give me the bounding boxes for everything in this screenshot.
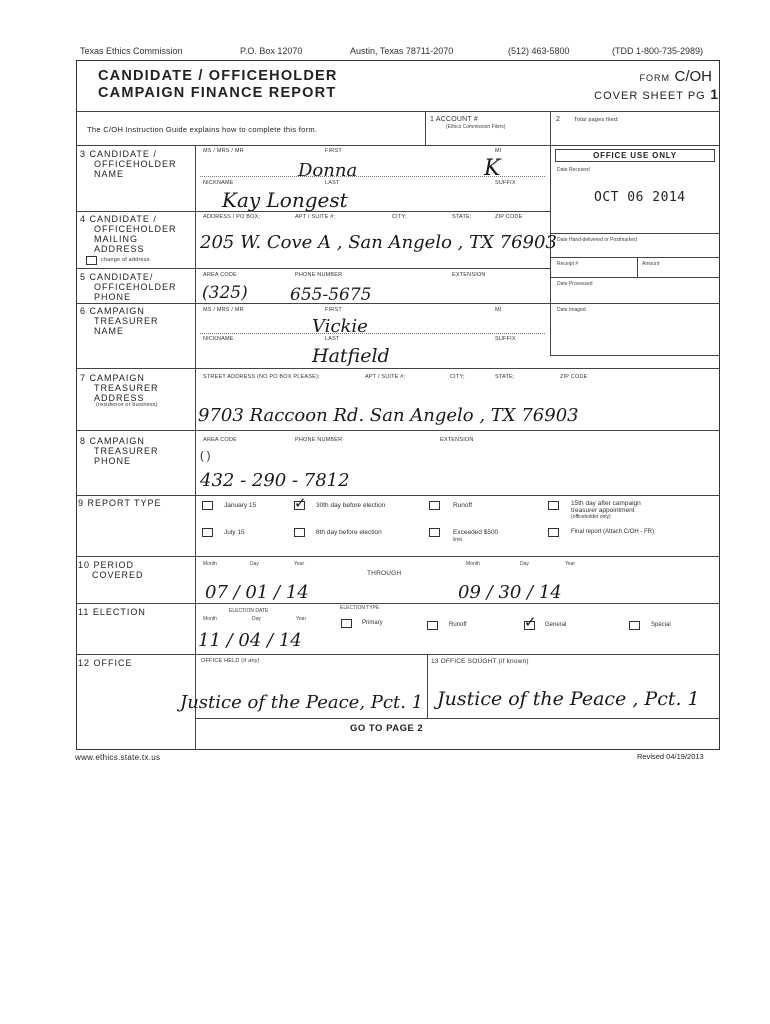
s7-residence: (residence or business): [96, 402, 158, 408]
s8-paren: ( ): [200, 450, 211, 462]
s10-to-day: Day: [520, 561, 529, 567]
s10-to-month: Month: [466, 561, 480, 567]
section8-label: 8 CAMPAIGN TREASURER PHONE: [80, 436, 159, 466]
s7-street: STREET ADDRESS (NO PO BOX PLEASE);: [203, 374, 320, 380]
s6-nickname: NICKNAME: [203, 336, 234, 342]
day30-check-mark-icon: ✓: [294, 494, 307, 512]
jan15-label: January 15: [224, 502, 257, 509]
s5-number: PHONE NUMBER: [295, 272, 343, 278]
agency-name: Texas Ethics Commission: [80, 46, 183, 56]
s11-month: Month: [203, 616, 217, 622]
s4-street: ADDRESS / PO BOX;: [203, 214, 261, 220]
form-code: C/OH: [674, 68, 712, 85]
s3-last-value: Kay Longest: [222, 188, 348, 212]
s11-year: Year: [296, 616, 307, 622]
s4-city: CITY;: [392, 214, 407, 220]
s3-suffix: SUFFIX: [495, 180, 516, 186]
section6-label: 6 CAMPAIGN TREASURER NAME: [80, 306, 159, 336]
jul15-checkbox[interactable]: [202, 528, 213, 537]
date-hand-label: Date Hand-delivered or Postmarked: [557, 237, 637, 243]
section12-label: 12 OFFICE: [78, 658, 133, 668]
runoff-report-checkbox[interactable]: [429, 501, 440, 510]
exceeded-checkbox[interactable]: [429, 528, 440, 537]
s10-from-year: Year: [294, 561, 305, 567]
day15-checkbox[interactable]: [548, 501, 559, 510]
section9-label: 9 REPORT TYPE: [78, 498, 162, 508]
s3-mi: MI: [495, 148, 502, 154]
s8-phone-value: 432 - 290 - 7812: [200, 470, 350, 491]
s6-first-value: Vickie: [312, 316, 368, 337]
election-runoff-label: Runoff: [449, 622, 467, 628]
account-sub: (Ethics Commission Filers): [446, 124, 506, 130]
s12-held-label: OFFICE HELD (if any): [201, 658, 260, 664]
total-pages-num: 2: [556, 116, 561, 123]
form-label: FORM: [639, 73, 671, 83]
primary-label: Primary: [362, 620, 383, 626]
s6-mi: MI: [495, 307, 502, 313]
po-box: P.O. Box 12070: [240, 46, 303, 56]
s3-salutation: MS / MRS / MR: [203, 148, 244, 154]
s11-day: Day: [252, 616, 261, 622]
section10-label: 10 PERIOD COVERED: [78, 560, 144, 580]
s7-zip: ZIP CODE: [560, 374, 588, 380]
s11-date-value: 11 / 04 / 14: [198, 630, 302, 651]
total-pages-label: Total pages filed:: [574, 117, 619, 123]
exceeded-sub: limit: [453, 537, 462, 543]
s4-zip: ZIP CODE: [495, 214, 523, 220]
s7-address-value: 9703 Raccoon Rd. San Angelo , TX 76903: [198, 405, 579, 426]
final-report-checkbox[interactable]: [548, 528, 559, 537]
date-imaged-label: Date Imaged: [557, 307, 586, 313]
s6-last: LAST: [325, 336, 340, 342]
section3-label: 3 CANDIDATE / OFFICEHOLDER NAME: [80, 149, 177, 179]
agency-tdd: (TDD 1-800-735-2989): [612, 46, 704, 56]
s3-mi-value: K: [484, 156, 501, 181]
special-checkbox[interactable]: [629, 621, 640, 630]
s8-ext: EXTENSION: [440, 437, 474, 443]
agency-phone: (512) 463-5800: [508, 46, 570, 56]
day15-label: 15th day after campaign treasurer appointment (officeholder only): [571, 500, 641, 520]
amount-label: Amount: [642, 261, 660, 267]
s3-first-value: Donna: [298, 160, 358, 181]
change-of-address-label: change of address: [101, 257, 150, 263]
account-label: 1 ACCOUNT #: [430, 116, 478, 123]
section5-label: 5 CANDIDATE/ OFFICEHOLDER PHONE: [80, 272, 177, 302]
special-label: Special: [651, 622, 671, 628]
s6-last-value: Hatfield: [312, 345, 390, 367]
s6-suffix: SUFFIX: [495, 336, 516, 342]
footer-revised: Revised 04/19/2013: [637, 752, 704, 761]
s10-through: THROUGH: [367, 570, 402, 577]
change-of-address-checkbox[interactable]: [86, 256, 97, 265]
form-title-line2: CAMPAIGN FINANCE REPORT: [98, 85, 337, 101]
form-title-line1: CANDIDATE / OFFICEHOLDER: [98, 68, 338, 84]
footer-website: www.ethics.state.tx.us: [75, 753, 161, 762]
section7-label: 7 CAMPAIGN TREASURER ADDRESS: [80, 373, 159, 403]
s13-sought-value: Justice of the Peace , Pct. 1: [437, 688, 700, 710]
s7-apt: APT / SUITE #;: [365, 374, 406, 380]
date-received-label: Date Received: [557, 167, 590, 173]
s10-from-day: Day: [250, 561, 259, 567]
general-label: General: [545, 622, 567, 628]
s5-area-value: (325): [202, 283, 248, 303]
s3-last: LAST: [325, 180, 340, 186]
s6-salutation: MS / MRS / MR: [203, 307, 244, 313]
s4-apt: APT / SUITE #;: [295, 214, 336, 220]
s3-first: FIRST: [325, 148, 342, 154]
section11-label: 11 ELECTION: [78, 607, 146, 617]
s10-to-value: 09 / 30 / 14: [458, 582, 562, 603]
form-code-block: [640, 68, 712, 86]
received-stamp: OCT 06 2014: [594, 190, 686, 205]
s4-address-value: 205 W. Cove A , San Angelo , TX 76903: [200, 232, 557, 253]
day8-label: 8th day before election: [316, 529, 382, 536]
runoff-report-label: Runoff: [453, 502, 473, 509]
s7-state: STATE;: [495, 374, 515, 380]
s6-first: FIRST: [325, 307, 342, 313]
go-to-page2: GO TO PAGE 2: [350, 723, 424, 734]
s4-state: STATE;: [452, 214, 472, 220]
instruction-text: The C/OH Instruction Guide explains how to complete this form.: [87, 125, 318, 134]
final-report-label: Final report (Attach C/OH - FR): [571, 529, 655, 535]
s7-city: CITY;: [450, 374, 465, 380]
primary-checkbox[interactable]: [341, 619, 352, 628]
office-use-title: OFFICE USE ONLY: [555, 149, 715, 162]
s3-nickname: NICKNAME: [203, 180, 234, 186]
date-processed-label: Date Processed: [557, 281, 593, 287]
cover-sheet-page: 1: [710, 86, 718, 102]
s8-number: PHONE NUMBER: [295, 437, 343, 443]
s10-from-month: Month: [203, 561, 217, 567]
day30-label: 30th day before election: [316, 502, 386, 509]
s11-date-label: ELECTION DATE: [229, 608, 269, 614]
section4-label: 4 CANDIDATE / OFFICEHOLDER MAILING ADDRESS: [80, 214, 177, 254]
s12-held-value: Justice of the Peace, Pct. 1: [180, 692, 424, 713]
jul15-label: July 15: [224, 529, 245, 536]
cover-sheet-block: [594, 86, 718, 104]
exceeded-label: Exceeded $500: [453, 529, 499, 536]
office-use-box: [550, 145, 721, 355]
s13-sought-label: 13 OFFICE SOUGHT (if known): [431, 658, 529, 665]
agency-city: Austin, Texas 78711-2070: [350, 46, 454, 56]
receipt-label: Receipt #: [557, 261, 579, 267]
s10-to-year: Year: [565, 561, 576, 567]
s11-type-label: ELECTION TYPE: [340, 605, 380, 611]
cover-sheet-label: COVER SHEET PG: [594, 90, 706, 102]
s5-ext: EXTENSION: [452, 272, 486, 278]
jan15-checkbox[interactable]: [202, 501, 213, 510]
general-check-mark-icon: ✓: [524, 613, 537, 631]
day8-checkbox[interactable]: [294, 528, 305, 537]
s5-number-value: 655-5675: [290, 285, 372, 305]
election-runoff-checkbox[interactable]: [427, 621, 438, 630]
s10-from-value: 07 / 01 / 14: [205, 582, 309, 603]
s8-area: AREA CODE: [203, 437, 237, 443]
s5-area: AREA CODE: [203, 272, 237, 278]
